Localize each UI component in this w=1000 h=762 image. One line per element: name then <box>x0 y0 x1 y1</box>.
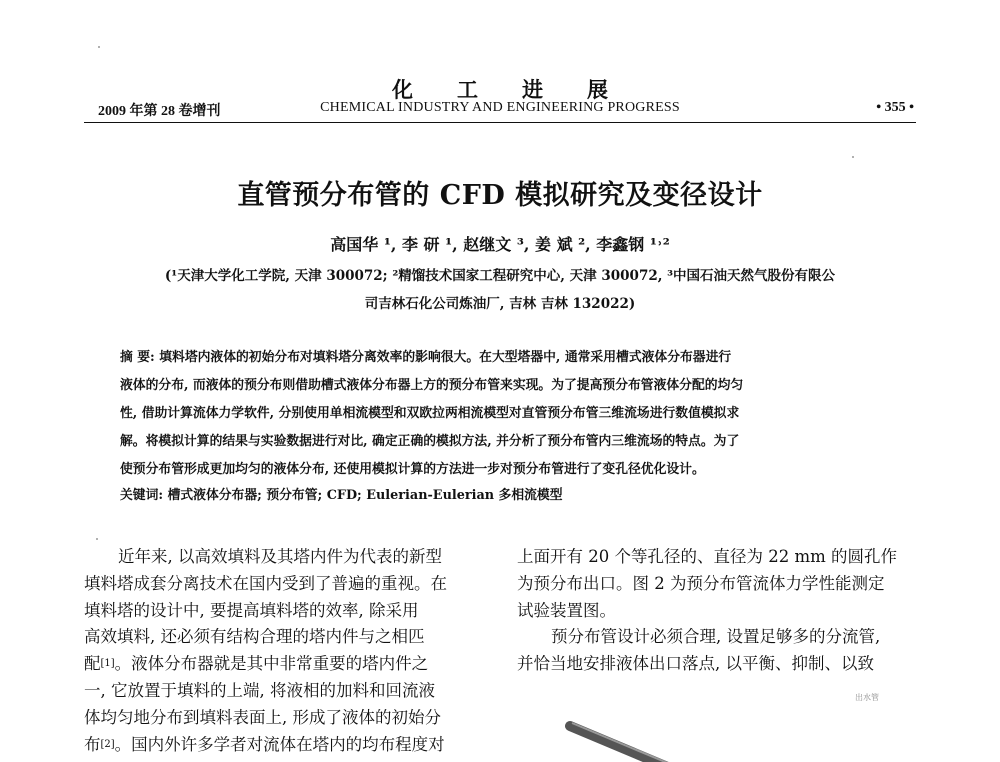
abstract-line: 性, 借助计算流体力学软件, 分别使用单相流模型和双欧拉两相流模型对直管预分布管三维流场进行数值模拟求 <box>120 406 740 421</box>
figure-label: 出水管 <box>855 693 879 702</box>
citation-ref: [2] <box>100 738 115 750</box>
body-right-column <box>517 544 917 678</box>
body-line: 预分布管设计必须合理, 设置足够多的分流管, <box>551 627 881 647</box>
body-text: 。液体分布器就是其中非常重要的塔内件之 <box>114 654 429 674</box>
citation-ref: [1] <box>100 658 115 670</box>
body-line: 一, 它放置于填料的上端, 将液相的加料和回流液 <box>84 680 435 700</box>
abstract-line: 液体的分布, 而液体的预分布则借助槽式液体分布器上方的预分布管来实现。为了提高预分布管液体分配的均匀 <box>120 378 744 393</box>
journal-title: 化工进展 <box>392 77 652 102</box>
body-line: 填料塔的设计中, 要提高填料塔的效率, 除采用 <box>84 600 419 620</box>
pipe-highlight <box>572 723 670 762</box>
body-text: 布 <box>84 734 101 754</box>
pipe-figure <box>560 712 680 762</box>
body-line: 并恰当地安排液体出口落点, 以平衡、抑制、以致 <box>517 654 874 674</box>
header-rule <box>84 122 916 123</box>
journal-english-title: CHEMICAL INDUSTRY AND ENGINEERING PROGRESS <box>320 100 680 115</box>
issue-label: 2009 年第 28 卷增刊 <box>98 104 221 119</box>
affiliation-line-1: (¹天津大学化工学院, 天津 300072; ²精馏技术国家工程研究中心, 天津 300072, ³中国石油天然气股份有限公 <box>164 268 836 284</box>
body-line: 近年来, 以高效填料及其塔内件为代表的新型 <box>118 547 442 566</box>
body-line: 试验装置图。 <box>517 600 616 620</box>
abstract-line: 解。将模拟计算的结果与实验数据进行对比, 确定正确的模拟方法, 并分析了预分布管内三维流场的特点。为了 <box>120 434 740 449</box>
body-text: 配 <box>84 654 101 674</box>
body-line: 上面开有 20 个等孔径的、直径为 22 mm 的圆孔作 <box>517 547 898 566</box>
keywords: 关键词: 槽式液体分布器; 预分布管; CFD; Eulerian-Eulerian 多相流模型 <box>120 488 563 503</box>
page-number: • 355 • <box>876 100 914 115</box>
scan-speck <box>98 46 100 48</box>
author-list: 高国华 ¹, 李 研 ¹, 赵继文 ³, 姜 斌 ², 李鑫钢 ¹˒² <box>330 235 670 254</box>
body-line: 为预分布出口。图 2 为预分布管流体力学性能测定 <box>517 573 885 593</box>
scan-speck <box>96 538 98 540</box>
scan-speck <box>852 156 854 158</box>
abstract-line: 使预分布管形成更加均匀的液体分布, 还使用模拟计算的方法进一步对预分布管进行了变孔径优化设计。 <box>120 462 705 477</box>
body-line <box>84 732 484 759</box>
article-title: 直管预分布管的 CFD 模拟研究及变径设计 <box>237 180 763 211</box>
body-line <box>84 651 484 678</box>
body-left-column <box>84 544 484 758</box>
body-line: 填料塔成套分离技术在国内受到了普遍的重视。在 <box>84 573 447 593</box>
abstract-line: 摘 要: 填料塔内液体的初始分布对填料塔分离效率的影响很大。在大型塔器中, 通常采用槽式液体分布器进行 <box>120 350 732 365</box>
body-line: 体均匀地分布到填料表面上, 形成了液体的初始分 <box>84 707 441 727</box>
abstract <box>120 344 892 484</box>
body-text: 。国内外许多学者对流体在塔内的均布程度对 <box>114 734 445 754</box>
affiliation-line-2: 司吉林石化公司炼油厂, 吉林 吉林 132022) <box>364 296 636 312</box>
body-line: 高效填料, 还必须有结构合理的塔内件与之相匹 <box>84 627 425 647</box>
